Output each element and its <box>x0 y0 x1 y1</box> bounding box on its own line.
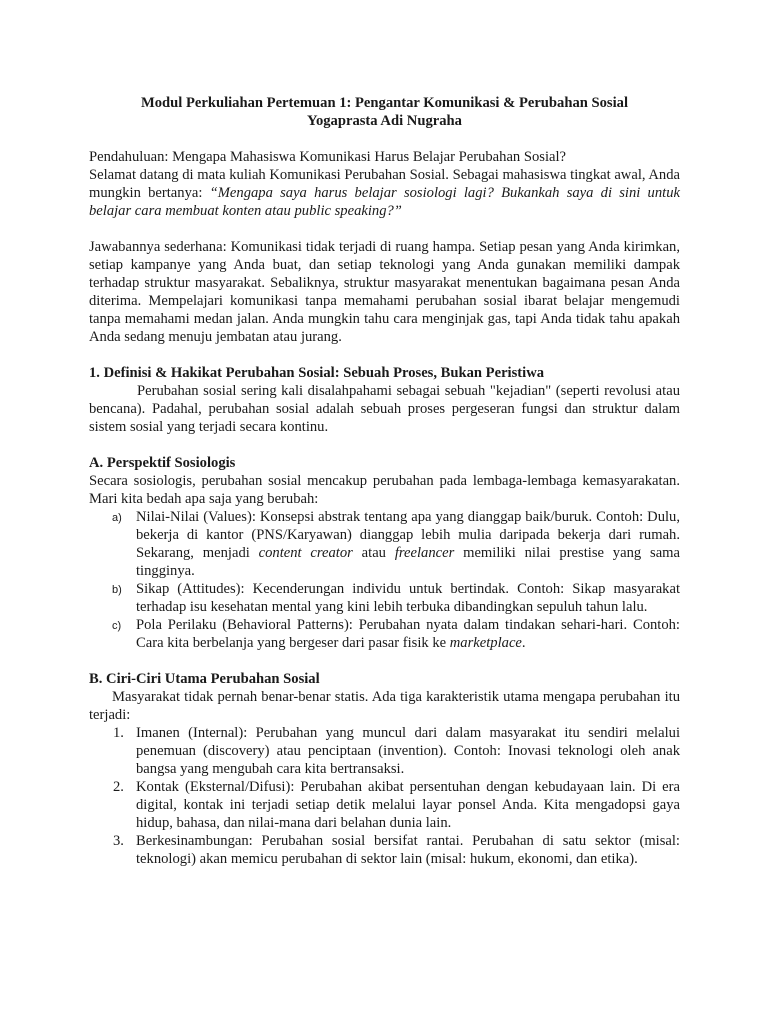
list-item-text: atau <box>352 545 395 561</box>
list-marker: 1. <box>113 725 124 741</box>
section-a-intro: Secara sosiologis, perubahan sosial mencakup perubahan pada lembaga-lembaga kemasyarakatan. Mari kita bedah apa saja yang berubah: <box>89 473 680 507</box>
list-marker: 2. <box>113 779 124 795</box>
intro-paragraph-1-text: Selamat datang di mata kuliah Komunikasi Perubahan Sosial. Sebagai mahasiswa tingkat awal, Anda mungkin bertanya: <box>89 167 680 201</box>
list-item-text: Imanen (Internal): Perubahan yang muncul dari dalam masyarakat itu sendiri melalui penemuan (discovery) atau penciptaan (invention). Contoh: Inovasi teknologi oleh anak bangsa yang mengubah cara kita bertransaksi. <box>136 725 680 777</box>
spacer <box>89 130 680 148</box>
list-item <box>89 832 680 868</box>
intro-paragraph-1-quote: “Mengapa saya harus belajar sosiologi lagi? Bukankah saya di sini untuk belajar cara membuat konten atau public speaking?” <box>89 185 680 219</box>
section-1-paragraph: Perubahan sosial sering kali disalahpahami sebagai sebuah "kejadian" (seperti revolusi atau bencana). Padahal, perubahan sosial adalah sebuah proses pergeseran fungsi dan struktur dalam sistem sosial yang terjadi secara kontinu. <box>89 383 680 435</box>
list-item <box>89 778 680 832</box>
list-item-text: Pola Perilaku (Behavioral Patterns): Perubahan nyata dalam tindakan sehari-hari. Contoh: Cara kita berbelanja yang bergeser dari pasar fisik ke <box>136 617 680 651</box>
list-item <box>89 616 680 652</box>
spacer <box>89 220 680 238</box>
list-item-text: Sikap (Attitudes): Kecenderungan individu untuk bertindak. Contoh: Sikap masyarakat terhadap isu kesehatan mental yang kini lebih terbuka dibandingkan sepuluh tahun lalu. <box>136 581 680 615</box>
section-a-heading: A. Perspektif Sosiologis <box>89 455 236 471</box>
spacer <box>89 436 680 454</box>
list-marker: a) <box>112 512 122 524</box>
section-1-heading: 1. Definisi & Hakikat Perubahan Sosial: Sebuah Proses, Bukan Peristiwa <box>89 365 545 381</box>
spacer <box>89 652 680 670</box>
list-item-text: . <box>521 635 526 651</box>
list-item-text: Berkesinambungan: Perubahan sosial bersifat rantai. Perubahan di satu sektor (misal: teknologi) akan memicu perubahan di sektor lain (misal: hukum, ekonomi, dan etika). <box>136 833 680 867</box>
section-b-heading: B. Ciri-Ciri Utama Perubahan Sosial <box>89 671 320 687</box>
list-item <box>89 580 680 616</box>
intro-paragraph-1 <box>89 166 680 220</box>
document-title: Modul Perkuliahan Pertemuan 1: Pengantar Komunikasi & Perubahan Sosial <box>140 95 629 111</box>
document-author: Yogaprasta Adi Nugraha <box>307 113 462 129</box>
list-item-emphasis: marketplace <box>449 635 522 651</box>
list-item-emphasis: content creator <box>258 545 353 561</box>
list-marker: 3. <box>113 833 124 849</box>
list-item-text: Kontak (Eksternal/Difusi): Perubahan akibat persentuhan dengan kebudayaan lain. Di era digital, kontak ini terjadi setiap detik melalui layar ponsel Anda. Kita mengadopsi gaya hidup, bahasa, dan nilai-mana dari belahan dunia lain. <box>136 779 680 831</box>
list-marker: b) <box>112 584 122 596</box>
list-item <box>89 508 680 580</box>
list-item <box>89 724 680 778</box>
list-item-text: memiliki nilai prestise yang sama tingginya. <box>136 545 680 579</box>
section-b-list <box>89 724 680 868</box>
intro-paragraph-2: Jawabannya sederhana: Komunikasi tidak terjadi di ruang hampa. Setiap pesan yang Anda kirimkan, setiap kampanye yang Anda buat, dan setiap teknologi yang Anda gunakan memiliki dampak terhadap struktur masyarakat. Sebaliknya, struktur masyarakat menentukan bagaimana pesan Anda diterima. Mempelajari komunikasi tanpa memahami perubahan sosial ibarat belajar mengemudi tanpa memahami medan jalan. Anda mungkin tahu cara menginjak gas, tapi Anda tidak tahu apakah Anda sedang menuju jembatan atau jurang. <box>89 239 680 345</box>
spacer <box>89 346 680 364</box>
intro-heading: Pendahuluan: Mengapa Mahasiswa Komunikasi Harus Belajar Perubahan Sosial? <box>89 149 567 165</box>
list-marker: c) <box>112 620 122 632</box>
list-item-emphasis: freelancer <box>394 545 455 561</box>
section-a-list <box>89 508 680 652</box>
section-b-intro: Masyarakat tidak pernah benar-benar statis. Ada tiga karakteristik utama mengapa perubahan itu terjadi: <box>89 689 680 723</box>
list-item-text: Nilai-Nilai (Values): Konsepsi abstrak tentang apa yang dianggap baik/buruk. Contoh: Dulu, bekerja di kantor (PNS/Karyawan) dianggap lebih mulia daripada bekerja dari rumah. Sekarang, menjadi <box>136 509 680 561</box>
